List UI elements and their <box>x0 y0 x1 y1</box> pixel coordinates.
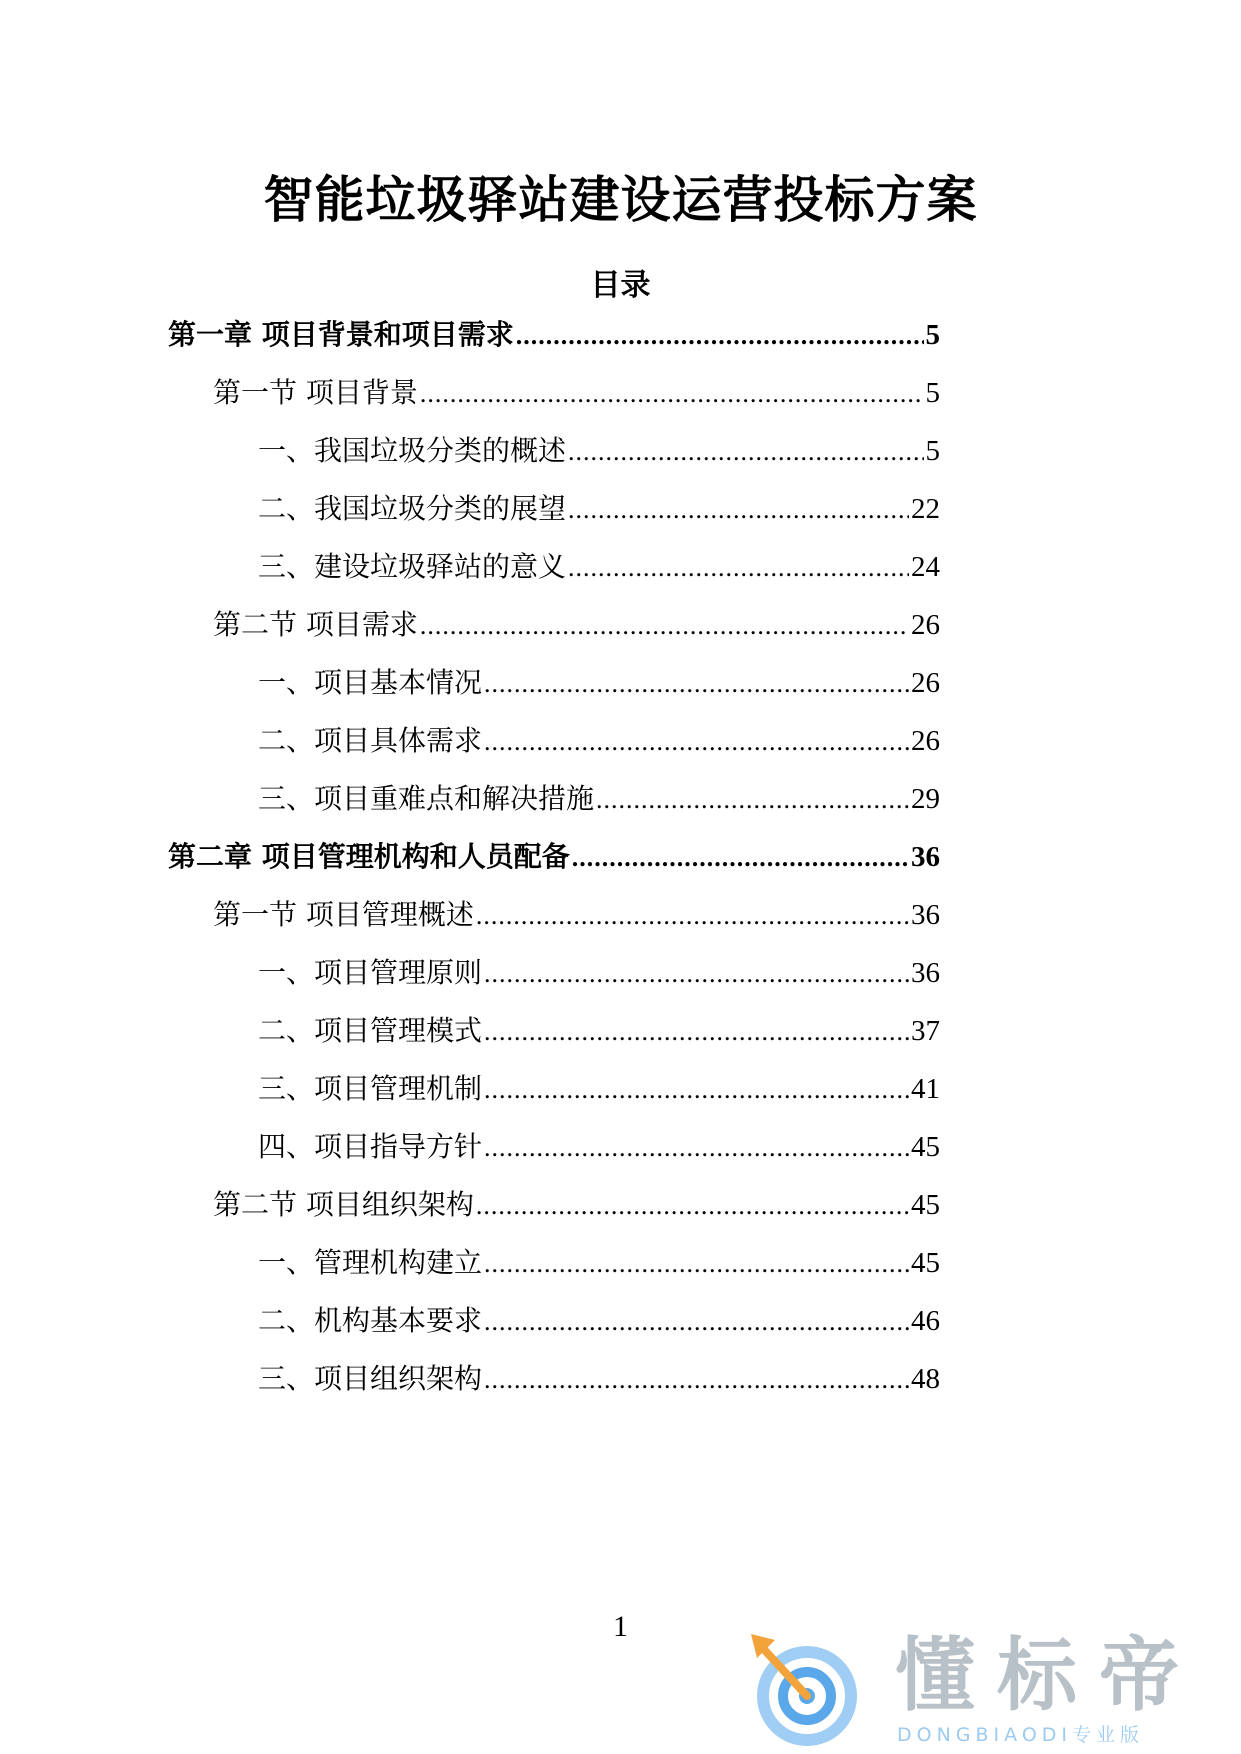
toc-dot-leader <box>568 490 909 530</box>
toc-entry-page-number: 22 <box>911 493 940 525</box>
toc-entry-title: 第二节 项目组织架构 <box>213 1188 474 1221</box>
toc-entry-title: 一、项目基本情况 <box>258 666 483 699</box>
toc-entry[interactable] <box>258 953 940 993</box>
toc-dot-leader <box>484 1244 909 1284</box>
toc-entry-page-number: 48 <box>911 1363 940 1395</box>
target-arrow-icon <box>745 1630 875 1748</box>
toc-entry[interactable] <box>168 837 940 877</box>
toc-dot-leader <box>568 432 923 472</box>
toc-dot-leader <box>484 664 909 704</box>
document-title: 智能垃圾驿站建设运营投标方案 <box>263 171 978 229</box>
toc-dot-leader <box>484 1070 909 1110</box>
toc-entry[interactable] <box>258 779 940 819</box>
toc-entry-page-number: 5 <box>925 319 940 351</box>
toc-dot-leader <box>568 548 909 588</box>
toc-dot-leader <box>420 374 924 414</box>
toc-heading: 目录 <box>590 268 651 303</box>
toc-entry-title: 第二章 项目管理机构和人员配备 <box>168 840 570 873</box>
toc-entry-title: 二、项目管理模式 <box>258 1014 483 1047</box>
toc-entry-page-number: 45 <box>911 1131 940 1163</box>
toc-entry-title: 第一节 项目背景 <box>213 376 418 409</box>
toc-entry-page-number: 41 <box>911 1073 940 1105</box>
toc-entry-page-number: 24 <box>911 551 940 583</box>
toc-dot-leader <box>484 1128 909 1168</box>
toc-entry-title: 四、项目指导方针 <box>258 1130 483 1163</box>
toc-entry-title: 三、项目管理机制 <box>258 1072 483 1105</box>
toc-entry[interactable] <box>258 1127 940 1167</box>
toc-entry[interactable] <box>258 1011 940 1051</box>
toc-entry-page-number: 36 <box>911 841 940 873</box>
toc-entry-page-number: 5 <box>925 377 940 409</box>
toc-entry-page-number: 36 <box>911 957 940 989</box>
toc-entry-page-number: 29 <box>911 783 940 815</box>
toc-entry-page-number: 26 <box>911 725 940 757</box>
watermark <box>745 1630 1225 1748</box>
toc-entry[interactable] <box>258 1069 940 1109</box>
toc-dot-leader <box>596 780 909 820</box>
toc-entry-page-number: 45 <box>911 1247 940 1279</box>
toc-dot-leader <box>484 954 909 994</box>
toc-entry[interactable] <box>168 315 940 355</box>
toc-entry-page-number: 37 <box>911 1015 940 1047</box>
toc-entry-title: 三、项目重难点和解决措施 <box>258 782 595 815</box>
toc-entry-title: 一、我国垃圾分类的概述 <box>258 434 567 467</box>
toc-entry-page-number: 5 <box>925 435 940 467</box>
toc-entry-title: 二、机构基本要求 <box>258 1304 483 1337</box>
toc-dot-leader <box>516 316 924 356</box>
toc-entry-title: 二、我国垃圾分类的展望 <box>258 492 567 525</box>
toc-entry[interactable] <box>258 547 940 587</box>
toc-entry-title: 一、管理机构建立 <box>258 1246 483 1279</box>
toc-dot-leader <box>484 722 909 762</box>
toc-entry-page-number: 26 <box>911 609 940 641</box>
toc-entry[interactable] <box>258 1301 940 1341</box>
toc-entry[interactable] <box>213 605 940 645</box>
toc-entry-page-number: 45 <box>911 1189 940 1221</box>
toc-entry[interactable] <box>258 489 940 529</box>
watermark-brand-name: 懂标帝 <box>895 1629 1201 1722</box>
toc-entry[interactable] <box>213 895 940 935</box>
toc-entry[interactable] <box>213 373 940 413</box>
toc-entry[interactable] <box>213 1185 940 1225</box>
toc-entry-title: 第一章 项目背景和项目需求 <box>168 318 514 351</box>
toc-dot-leader <box>572 838 909 878</box>
toc-entry-page-number: 46 <box>911 1305 940 1337</box>
toc-entry-title: 第一节 项目管理概述 <box>213 898 474 931</box>
toc-entry-title: 三、建设垃圾驿站的意义 <box>258 550 567 583</box>
toc-dot-leader <box>476 1186 909 1226</box>
toc-dot-leader <box>476 896 909 936</box>
toc-entry-title: 一、项目管理原则 <box>258 956 483 989</box>
toc-dot-leader <box>484 1360 909 1400</box>
toc-entry-title: 二、项目具体需求 <box>258 724 483 757</box>
toc-entry[interactable] <box>258 1243 940 1283</box>
toc-dot-leader <box>420 606 909 646</box>
toc-entry-title: 三、项目组织架构 <box>258 1362 483 1395</box>
toc-entry-title: 第二节 项目需求 <box>213 608 418 641</box>
toc-entry[interactable] <box>258 721 940 761</box>
watermark-brand-subtitle: DONGBIAODI专业版 <box>897 1724 1145 1746</box>
toc-entry-page-number: 26 <box>911 667 940 699</box>
toc-entry-page-number: 36 <box>911 899 940 931</box>
toc-entry[interactable] <box>258 1359 940 1399</box>
page-number: 1 <box>613 1610 628 1643</box>
toc-dot-leader <box>484 1302 909 1342</box>
toc-entry[interactable] <box>258 663 940 703</box>
toc-dot-leader <box>484 1012 909 1052</box>
toc-entry[interactable] <box>258 431 940 471</box>
